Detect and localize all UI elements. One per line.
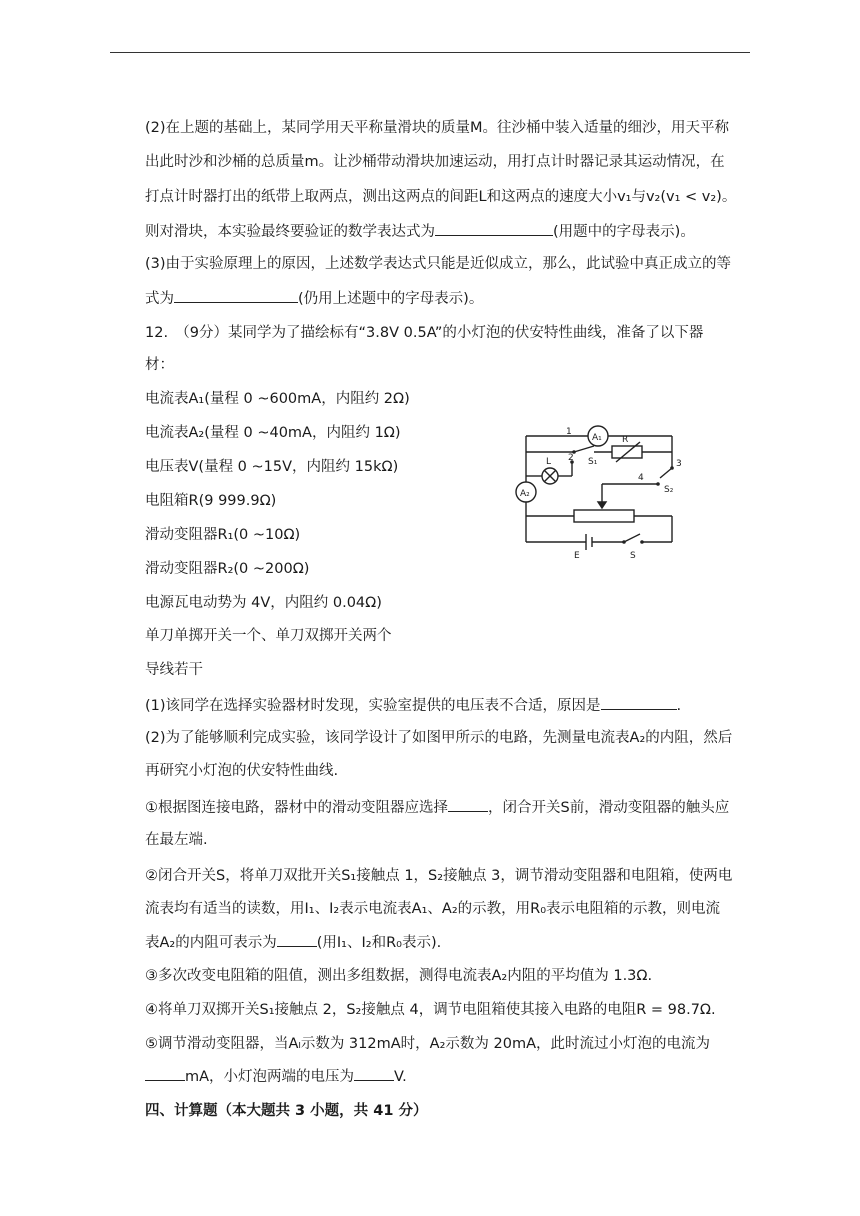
text-line — [145, 323, 703, 343]
label-s2: S₂ — [664, 485, 674, 495]
label-4: 4 — [638, 473, 644, 483]
text-segment: (3)由于实验原理上的原因，上述数学表达式只能是近似成立，那么，此试验中真正成立的等 — [145, 256, 732, 272]
text-segment: (用I₁、I₂和R₀表示). — [316, 935, 442, 951]
text-line — [145, 899, 720, 919]
text-segment: 表A₂的内阻可表示为 — [145, 935, 277, 951]
answer-blank — [174, 288, 298, 303]
text-segment: 电流表A₁(量程 0 ~600mA，内阻约 2Ω) — [145, 391, 410, 407]
text-segment: 滑动变阻器R₁(0 ~10Ω) — [145, 527, 301, 543]
text-segment: (2)为了能够顺利完成实验，该同学设计了如图甲所示的电路，先测量电流表A₂的内阻，然后 — [145, 730, 733, 746]
text-segment: 材： — [145, 357, 174, 373]
text-line — [145, 728, 732, 748]
text-line — [145, 830, 208, 850]
answer-blank — [448, 797, 488, 812]
text-line — [145, 593, 382, 613]
text-segment: . — [676, 698, 682, 714]
text-segment: (2)在上题的基础上，某同学用天平称量滑块的质量M。往沙桶中装入适量的细沙，用天平称 — [145, 120, 730, 136]
label-r: R — [622, 435, 629, 445]
text-line — [145, 695, 681, 716]
label-e: E — [574, 551, 580, 561]
text-segment: 则对滑块，本实验最终要验证的数学表达式为 — [145, 224, 435, 240]
answer-blank — [145, 1066, 185, 1081]
text-segment: mA，小灯泡两端的电压为 — [185, 1069, 355, 1085]
text-line — [145, 152, 725, 172]
text-segment: 在最左端. — [145, 832, 208, 848]
text-line — [145, 1101, 427, 1121]
label-a1: A₁ — [592, 433, 602, 443]
text-segment: 式为 — [145, 291, 174, 307]
label-1: 1 — [566, 427, 572, 437]
text-line — [145, 626, 392, 646]
answer-blank — [277, 932, 317, 947]
text-line — [145, 1000, 716, 1020]
text-segment: V. — [394, 1069, 407, 1085]
text-line — [145, 118, 729, 138]
text-segment: 单刀单掷开关一个、单刀双掷开关两个 — [145, 628, 392, 644]
label-2: 2 — [568, 453, 574, 463]
text-line — [145, 866, 732, 886]
text-segment: 打点计时器打出的纸带上取两点，测出这两点的间距L和这两点的速度大小v₁与v₂(v₁ < v₂)。 — [145, 189, 737, 205]
text-line — [145, 761, 338, 781]
label-s1: S₁ — [588, 457, 598, 467]
label-3: 3 — [676, 459, 682, 469]
text-line — [145, 491, 276, 511]
label-s: S — [630, 551, 636, 561]
text-line — [145, 423, 401, 443]
text-segment: 电流表A₂(量程 0 ~40mA，内阻约 1Ω) — [145, 425, 401, 441]
text-segment: 电阻箱R(9 999.9Ω) — [145, 493, 277, 509]
text-segment: 滑动变阻器R₂(0 ~200Ω) — [145, 561, 310, 577]
text-line — [145, 355, 174, 375]
text-segment: 四、计算题（本大题共 3 小题，共 41 分） — [145, 1103, 428, 1119]
text-line — [145, 660, 203, 680]
text-segment: 12. （9分）某同学为了描绘标有“3.8V 0.5A”的小灯泡的伏安特性曲线，准备了以下器 — [145, 325, 704, 341]
text-line — [145, 221, 695, 242]
text-line — [145, 932, 441, 953]
text-line — [145, 797, 729, 818]
circuit-diagram — [512, 406, 692, 568]
text-segment: ④将单刀双掷开关S₁接触点 2，S₂接触点 4，调节电阻箱使其接入电路的电阻R = 98.7Ω. — [145, 1002, 716, 1018]
text-segment: 电压表V(量程 0 ~15V，内阻约 15kΩ) — [145, 459, 399, 475]
text-segment: 出此时沙和沙桶的总质量m。让沙桶带动滑块加速运动，用打点计时器记录其运动情况，在 — [145, 154, 725, 170]
text-segment: 电源瓦电动势为 4V，内阻约 0.04Ω) — [145, 595, 382, 611]
text-line — [145, 288, 483, 309]
answer-blank — [354, 1066, 394, 1081]
text-line — [145, 389, 410, 409]
text-segment: (1)该同学在选择实验器材时发现，实验室提供的电压表不合适，原因是 — [145, 698, 601, 714]
text-segment: ③多次改变电阻箱的阻值，测出多组数据，测得电流表A₂内阻的平均值为 1.3Ω. — [145, 968, 653, 984]
text-line — [145, 1034, 710, 1054]
text-segment: ，闭合开关S前，滑动变阻器的触头应 — [488, 800, 730, 816]
text-segment: ①根据图连接电路，器材中的滑动变阻器应选择 — [145, 800, 448, 816]
text-segment: 再研究小灯泡的伏安特性曲线. — [145, 763, 339, 779]
label-l: L — [546, 457, 552, 467]
text-line — [145, 525, 300, 545]
text-segment: (用题中的字母表示)。 — [553, 224, 695, 240]
text-line — [145, 457, 398, 477]
text-segment: ⑤调节滑动变阻器，当Aₗ示数为 312mA时，A₂示数为 20mA，此时流过小灯泡的电流为 — [145, 1036, 710, 1052]
answer-blank — [435, 221, 553, 236]
text-segment: 流表均有适当的读数，用I₁、I₂表示电流表A₁、A₂的示教，用R₀表示电阻箱的示教，则电流 — [145, 901, 721, 917]
text-segment: (仍用上述题中的字母表示)。 — [298, 291, 484, 307]
header-rule — [110, 52, 750, 53]
text-segment: 导线若干 — [145, 662, 203, 678]
text-line — [145, 187, 736, 207]
text-line — [145, 559, 309, 579]
text-line — [145, 1066, 407, 1087]
label-a2: A₂ — [520, 489, 530, 499]
answer-blank — [601, 695, 677, 710]
text-segment: ②闭合开关S，将单刀双批开关S₁接触点 1，S₂接触点 3，调节滑动变阻器和电阻箱，使两电 — [145, 868, 733, 884]
text-line — [145, 254, 731, 274]
text-line — [145, 966, 652, 986]
